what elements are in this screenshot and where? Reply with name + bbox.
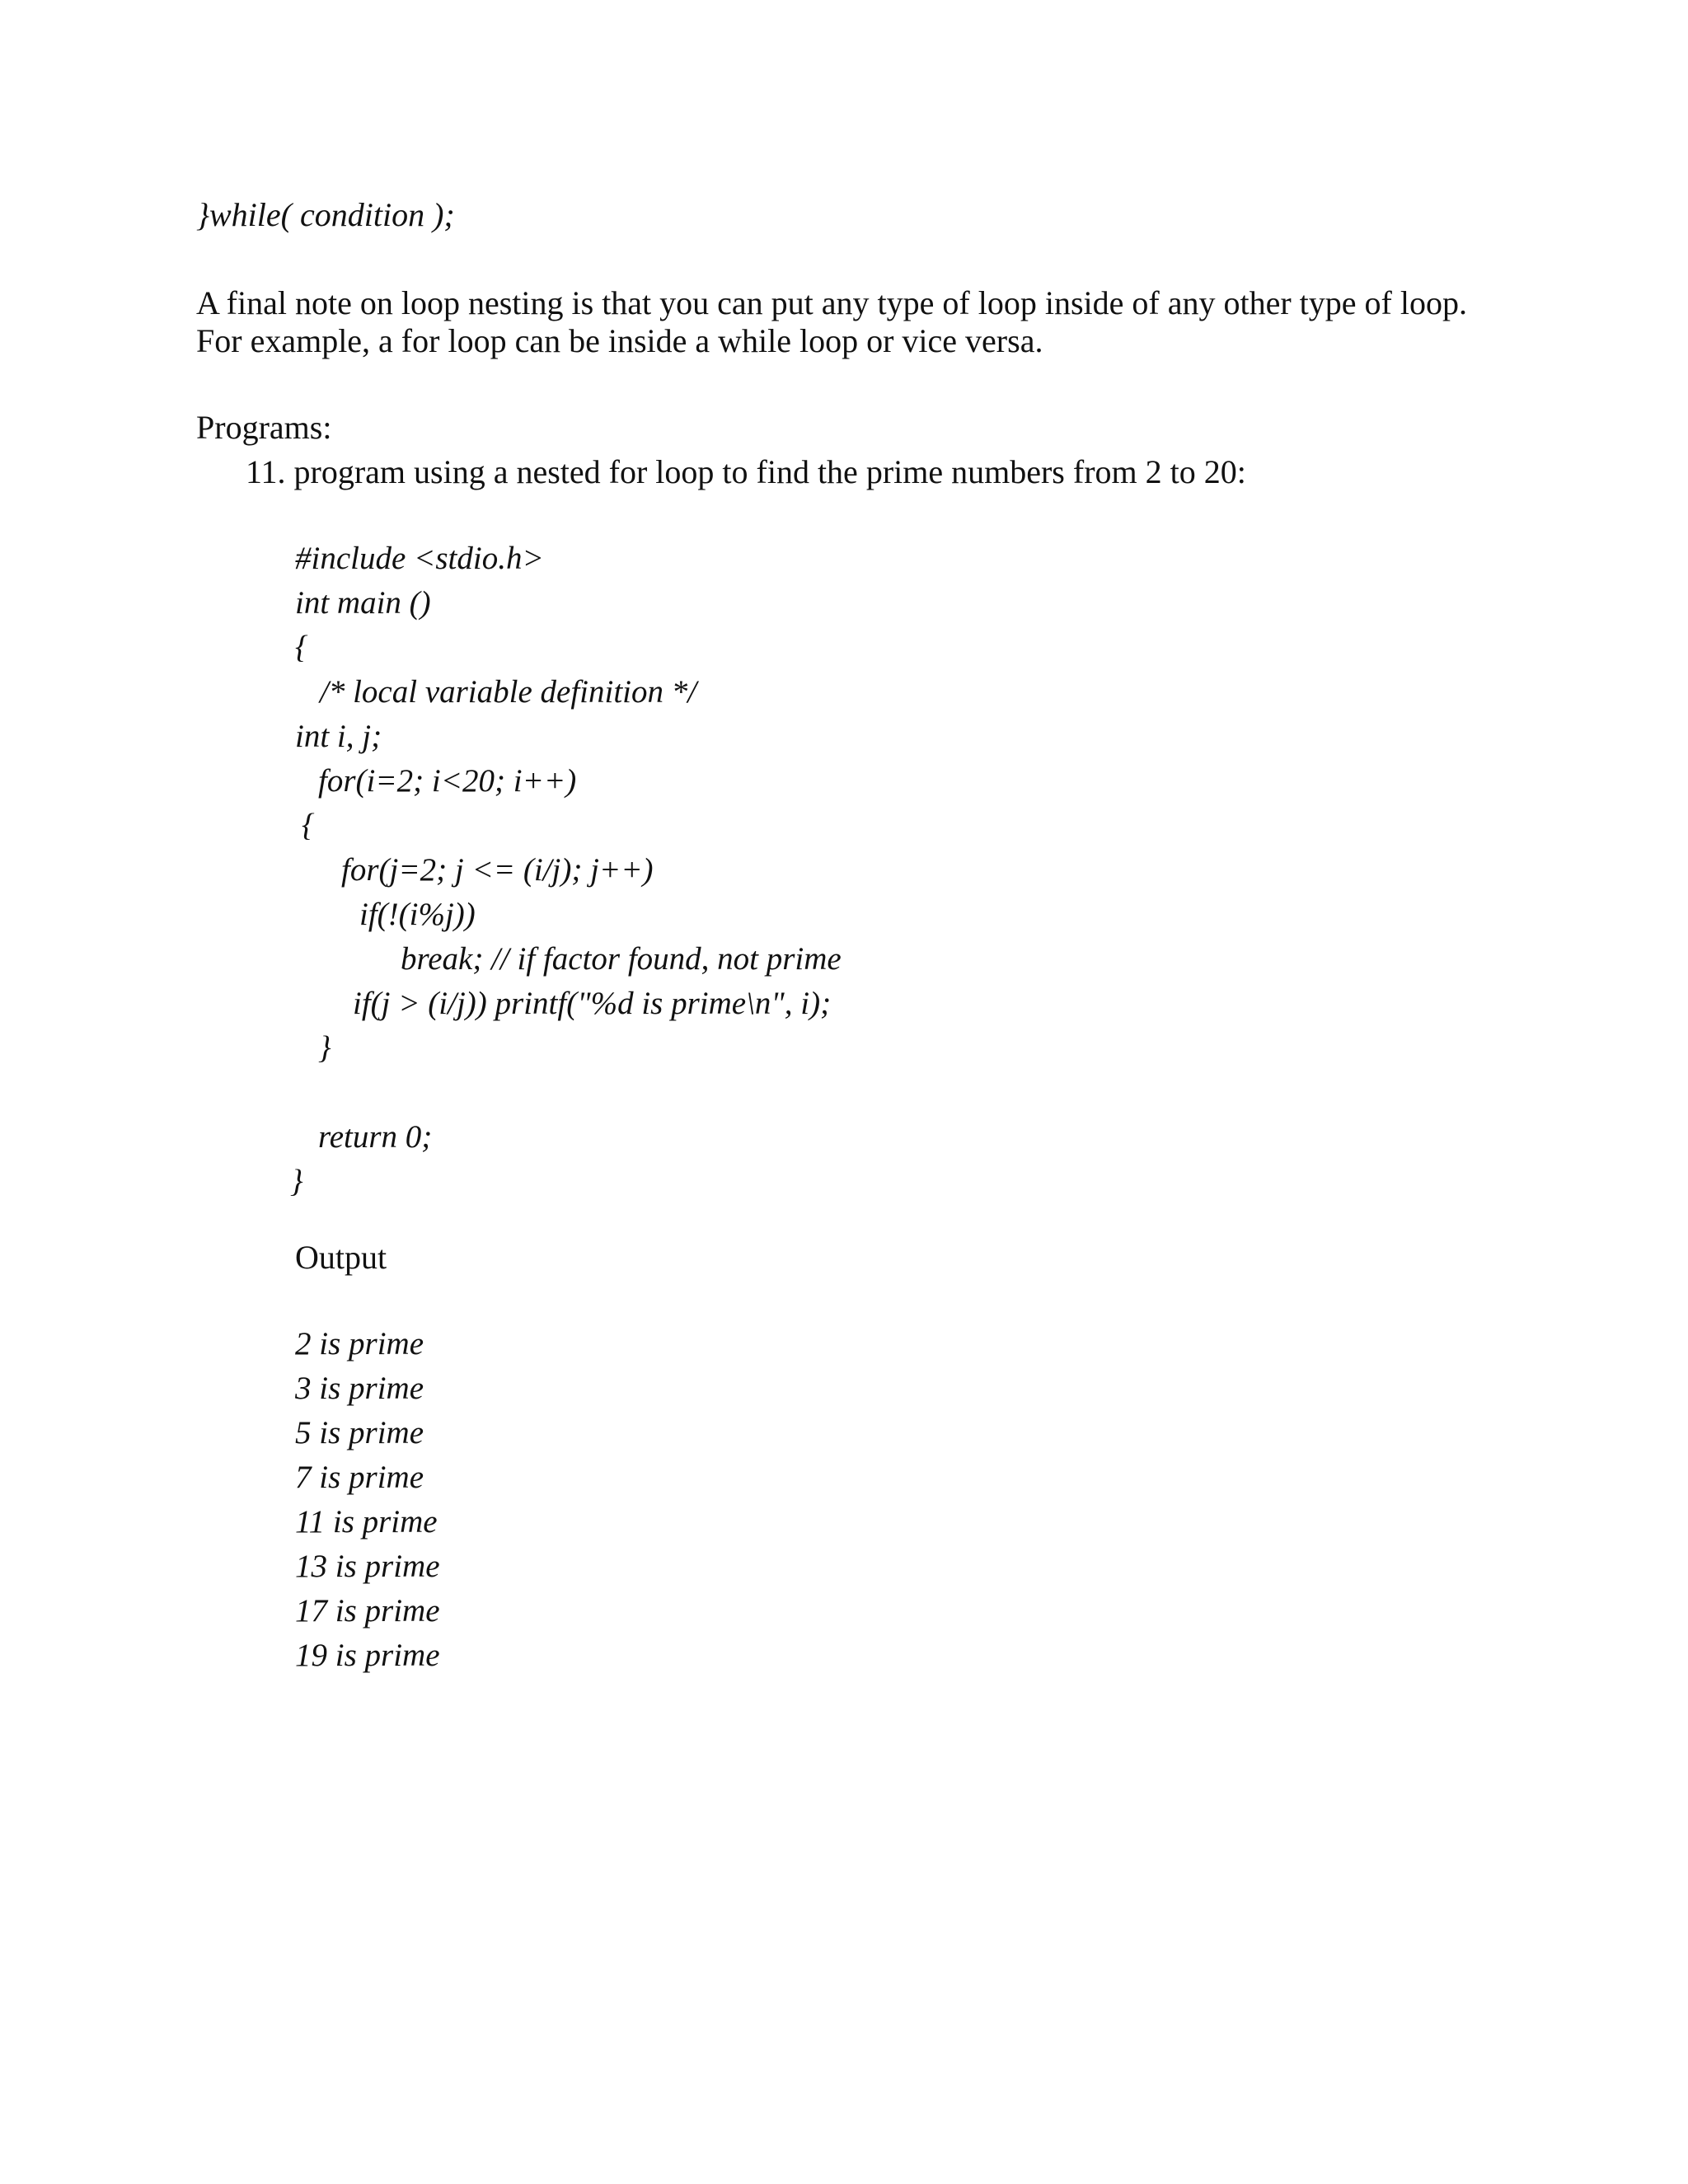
do-while-tail: }while( condition ); bbox=[196, 196, 455, 233]
code-line: if(!(i%j)) bbox=[359, 897, 476, 932]
code-line: } bbox=[290, 1164, 303, 1199]
code-line: } bbox=[318, 1030, 331, 1066]
code-line: /* local variable definition */ bbox=[320, 674, 697, 710]
code-line: int main () bbox=[295, 585, 431, 621]
code-line: if(j > (i/j)) printf("%d is prime\n", i); bbox=[353, 986, 832, 1021]
output-line: 3 is prime bbox=[295, 1371, 424, 1406]
output-line: 17 is prime bbox=[295, 1593, 440, 1629]
programs-heading: Programs: bbox=[196, 409, 332, 446]
program-item-11: 11. program using a nested for loop to find the prime numbers from 2 to 20: bbox=[246, 453, 1246, 490]
output-line: 7 is prime bbox=[295, 1460, 424, 1495]
code-line: return 0; bbox=[318, 1119, 433, 1155]
output-heading: Output bbox=[295, 1239, 387, 1276]
output-line: 2 is prime bbox=[295, 1326, 424, 1361]
code-line: for(i=2; i<20; i++) bbox=[318, 763, 577, 799]
code-line: #include <stdio.h> bbox=[295, 541, 544, 576]
code-line: break; // if factor found, not prime bbox=[401, 941, 842, 977]
output-line: 19 is prime bbox=[295, 1638, 440, 1673]
code-line: for(j=2; j <= (i/j); j++) bbox=[341, 852, 654, 888]
note-line-2: For example, a for loop can be inside a while loop or vice versa. bbox=[196, 322, 1043, 359]
output-line: 5 is prime bbox=[295, 1415, 424, 1451]
code-line: { bbox=[302, 808, 315, 843]
note-line-1: A final note on loop nesting is that you can put any type of loop inside of any other type of loop. bbox=[196, 284, 1467, 321]
code-line: { bbox=[295, 630, 308, 665]
code-line: int i, j; bbox=[295, 719, 382, 754]
output-line: 13 is prime bbox=[295, 1549, 440, 1584]
output-line: 11 is prime bbox=[295, 1504, 438, 1540]
